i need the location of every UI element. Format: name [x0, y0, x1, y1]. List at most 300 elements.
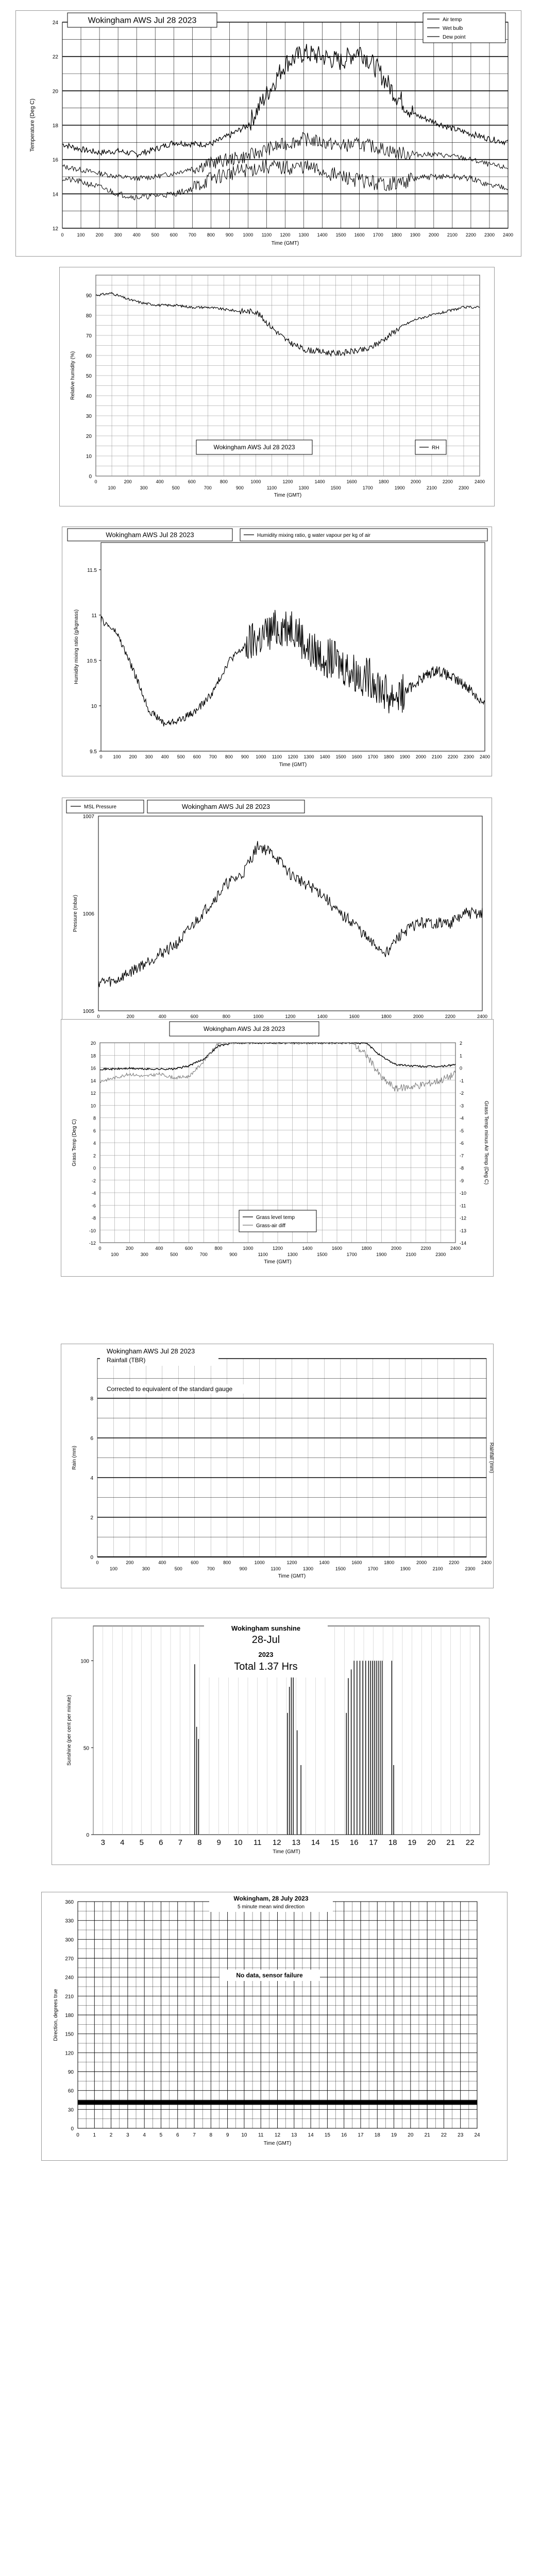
- y-tick-label: 9.5: [90, 749, 97, 755]
- x-tick-label: 1500: [335, 754, 346, 759]
- x-tick-label: 17: [369, 1838, 378, 1847]
- legend-label: MSL Pressure: [84, 804, 116, 810]
- x-tick-label: 1700: [367, 754, 378, 759]
- legend-label: Wet bulb: [443, 26, 463, 31]
- chart-title: Wokingham AWS Jul 28 2023: [88, 16, 197, 25]
- y-tick-label: 10.5: [87, 658, 97, 664]
- x-tick-label: 1100: [272, 754, 282, 759]
- x-tick-label: 11: [258, 2132, 264, 2138]
- y-tick-label: 270: [65, 1956, 74, 1962]
- x-tick-label: 21: [446, 1838, 455, 1847]
- x-tick-label: 15: [324, 2132, 330, 2138]
- x-tick-label: 1000: [250, 479, 261, 484]
- y2-tick-label: 1: [460, 1053, 463, 1059]
- chart-subtitle: 5 minute mean wind direction: [237, 1904, 305, 1910]
- x-tick-label: 18: [388, 1838, 397, 1847]
- x-tick-label: 500: [151, 232, 159, 238]
- y-axis-label: Relative humidity (%): [70, 351, 76, 400]
- y2-tick-label: -11: [460, 1203, 466, 1209]
- legend-label: RH: [432, 445, 439, 451]
- x-tick-label: 4: [143, 2132, 146, 2138]
- x-tick-label: 2300: [484, 232, 495, 238]
- y2-tick-label: -6: [460, 1141, 464, 1146]
- x-tick-label: 100: [113, 754, 121, 759]
- humidity-chart: [60, 267, 495, 507]
- x-tick-label: 1700: [346, 1252, 357, 1257]
- x-tick-label: 6: [159, 1838, 163, 1847]
- y-tick-label: 11: [91, 613, 97, 619]
- y-tick-label: 4: [93, 1141, 96, 1146]
- chart-note: No data, sensor failure: [236, 1972, 303, 1979]
- x-tick-label: 2200: [442, 479, 453, 484]
- y-tick-label: -12: [89, 1241, 96, 1246]
- x-tick-label: 2400: [481, 1560, 492, 1565]
- x-tick-label: 2200: [445, 1014, 455, 1019]
- x-tick-label: 8: [197, 1838, 202, 1847]
- x-tick-label: 2300: [458, 485, 469, 490]
- x-axis-label: Time (GMT): [279, 762, 307, 768]
- y-tick-label: 10: [90, 1103, 96, 1109]
- x-tick-label: 1200: [280, 232, 291, 238]
- x-tick-label: 2000: [410, 479, 421, 484]
- x-tick-label: 0: [94, 479, 97, 484]
- x-tick-label: 2000: [413, 1014, 424, 1019]
- y-tick-label: 20: [86, 434, 92, 439]
- x-tick-label: 800: [214, 1246, 223, 1251]
- x-tick-label: 500: [170, 1252, 178, 1257]
- y-tick-label: 30: [86, 414, 92, 419]
- x-tick-label: 500: [172, 485, 180, 490]
- y-tick-label: 10: [86, 454, 92, 460]
- x-tick-label: 2000: [416, 1560, 427, 1565]
- y-tick-label: 80: [86, 313, 92, 319]
- y-tick-label: 50: [86, 374, 92, 379]
- x-tick-label: 1300: [298, 485, 309, 490]
- x-tick-label: 16: [349, 1838, 359, 1847]
- x-tick-label: 1000: [254, 1560, 265, 1565]
- chart-title: Wokingham, 28 July 2023: [233, 1895, 309, 1902]
- x-tick-label: 600: [193, 754, 201, 759]
- x-tick-label: 2200: [420, 1246, 431, 1251]
- x-tick-label: 600: [184, 1246, 193, 1251]
- x-tick-label: 2400: [450, 1246, 461, 1251]
- x-tick-label: 9: [216, 1838, 221, 1847]
- x-tick-label: 1500: [330, 485, 341, 490]
- y2-tick-label: -3: [460, 1103, 464, 1109]
- chart-subtitle: Rainfall (TBR): [107, 1357, 146, 1364]
- x-tick-label: 900: [229, 1252, 238, 1257]
- y-tick-label: 12: [90, 1091, 96, 1096]
- y-tick-label: 20: [90, 1041, 96, 1046]
- y2-tick-label: -4: [460, 1115, 464, 1121]
- x-tick-label: 2400: [479, 754, 491, 759]
- x-tick-label: 1900: [399, 754, 410, 759]
- x-tick-label: 2300: [465, 1566, 476, 1571]
- x-tick-label: 400: [156, 479, 164, 484]
- x-tick-label: 600: [191, 1560, 199, 1565]
- x-tick-label: 2200: [449, 1560, 460, 1565]
- x-tick-label: 18: [374, 2132, 380, 2138]
- x-tick-label: 2200: [465, 232, 476, 238]
- temperature-chart: [16, 11, 522, 257]
- x-tick-label: 800: [223, 1560, 231, 1565]
- x-tick-label: 600: [170, 232, 178, 238]
- y-axis-label: Sunshine (per cent per minute): [66, 1694, 72, 1766]
- x-tick-label: 5: [159, 2132, 163, 2138]
- plot-area: [101, 543, 485, 751]
- y-tick-label: 360: [65, 1900, 74, 1905]
- y-tick-label: -2: [91, 1178, 96, 1183]
- legend-label: Humidity mixing ratio, g water vapour per kg of air: [257, 533, 371, 538]
- wind-direction-chart: [42, 1892, 508, 2161]
- x-tick-label: 1200: [286, 1560, 297, 1565]
- y-tick-label: 1006: [82, 911, 94, 917]
- x-tick-label: 1700: [367, 1566, 378, 1571]
- x-tick-label: 400: [155, 1246, 163, 1251]
- grass-temp-chart-panel: [61, 1019, 494, 1277]
- sunshine-chart-panel: [52, 1618, 489, 1865]
- x-tick-label: 14: [308, 2132, 314, 2138]
- x-tick-label: 800: [207, 232, 215, 238]
- chart-year: 2023: [258, 1651, 274, 1658]
- x-tick-label: 7: [178, 1838, 182, 1847]
- rainfall-chart: [61, 1344, 494, 1589]
- x-tick-label: 2100: [431, 754, 442, 759]
- y-tick-label: 20: [52, 89, 58, 95]
- y-tick-label: -8: [91, 1215, 96, 1221]
- y-tick-label: 0: [93, 1165, 96, 1171]
- x-tick-label: 1500: [335, 1566, 346, 1571]
- x-tick-label: 200: [126, 1014, 134, 1019]
- x-tick-label: 1600: [346, 479, 357, 484]
- y-tick-label: 60: [67, 2088, 74, 2094]
- y-tick-label: 6: [90, 1436, 93, 1442]
- x-tick-label: 300: [114, 232, 122, 238]
- legend-label: Dew point: [443, 35, 466, 40]
- y-tick-label: 4: [90, 1476, 93, 1481]
- x-tick-label: 100: [111, 1252, 119, 1257]
- x-tick-label: 19: [391, 2132, 397, 2138]
- x-tick-label: 700: [204, 485, 212, 490]
- x-tick-label: 1400: [314, 479, 325, 484]
- y-tick-label: 90: [67, 2070, 74, 2075]
- x-tick-label: 1900: [376, 1252, 387, 1257]
- mixing-ratio-chart-panel: [62, 527, 492, 776]
- x-tick-label: 22: [441, 2132, 447, 2138]
- chart-title: Wokingham AWS Jul 28 2023: [106, 531, 194, 539]
- y-tick-label: 30: [67, 2107, 74, 2113]
- x-tick-label: 0: [96, 1560, 99, 1565]
- x-tick-label: 400: [161, 754, 169, 759]
- rainfall-chart-panel: [61, 1344, 494, 1588]
- temperature-chart-panel: [15, 10, 521, 257]
- x-tick-label: 1800: [381, 1014, 392, 1019]
- y-tick-label: 1007: [82, 814, 94, 820]
- x-tick-label: 0: [99, 754, 103, 759]
- x-tick-label: 1400: [302, 1246, 313, 1251]
- x-tick-label: 1200: [282, 479, 293, 484]
- x-axis-label: Time (GMT): [264, 1259, 292, 1265]
- x-tick-label: 23: [458, 2132, 464, 2138]
- y2-tick-label: -14: [460, 1241, 467, 1246]
- y-tick-label: 100: [80, 1658, 89, 1665]
- y-tick-label: 18: [52, 123, 58, 129]
- x-tick-label: 1500: [317, 1252, 328, 1257]
- x-tick-label: 2300: [435, 1252, 446, 1257]
- y2-tick-label: -13: [460, 1228, 467, 1233]
- y-tick-label: 150: [65, 2031, 74, 2038]
- x-tick-label: 1900: [400, 1566, 411, 1571]
- x-tick-label: 1800: [391, 232, 402, 238]
- x-tick-label: 1800: [383, 754, 394, 759]
- chart-title: Wokingham AWS Jul 28 2023: [181, 803, 270, 811]
- x-tick-label: 15: [330, 1838, 340, 1847]
- y-axis-label: Rain (mm): [72, 1446, 77, 1470]
- y-tick-label: 240: [65, 1975, 74, 1981]
- x-tick-label: 700: [209, 754, 217, 759]
- x-tick-label: 2100: [447, 232, 458, 238]
- x-tick-label: 900: [239, 1566, 247, 1571]
- y-tick-label: 11.5: [87, 567, 97, 573]
- chart-title: Wokingham sunshine: [231, 1624, 301, 1632]
- x-tick-label: 100: [108, 485, 116, 490]
- y2-tick-label: -8: [460, 1165, 464, 1171]
- chart-date: 28-Jul: [251, 1634, 280, 1646]
- y2-axis-label: Grass Temp minus Air Temp (Deg C): [483, 1100, 489, 1185]
- x-tick-label: 1400: [319, 754, 330, 759]
- y-tick-label: 16: [90, 1065, 96, 1071]
- x-tick-label: 1900: [410, 232, 420, 238]
- x-tick-label: 500: [174, 1566, 182, 1571]
- x-tick-label: 800: [225, 754, 233, 759]
- x-tick-label: 300: [142, 1566, 150, 1571]
- x-tick-label: 1500: [335, 232, 346, 238]
- x-tick-label: 2: [109, 2132, 113, 2138]
- y-tick-label: 210: [65, 1994, 74, 2000]
- x-tick-label: 9: [226, 2132, 229, 2138]
- y-tick-label: 18: [90, 1053, 96, 1059]
- x-tick-label: 600: [188, 479, 196, 484]
- y-tick-label: 24: [52, 20, 58, 26]
- chart-title: Wokingham AWS Jul 28 2023: [203, 1025, 285, 1033]
- x-tick-label: 1600: [349, 1014, 360, 1019]
- x-tick-label: 1300: [302, 1566, 313, 1571]
- x-tick-label: 100: [109, 1566, 117, 1571]
- y-axis-label: Pressure (mbar): [73, 894, 78, 933]
- x-tick-label: 1200: [288, 754, 298, 759]
- x-tick-label: 13: [291, 2132, 297, 2138]
- y2-tick-label: -9: [460, 1178, 464, 1183]
- x-tick-label: 3: [126, 2132, 129, 2138]
- x-tick-label: 5: [139, 1838, 144, 1847]
- legend-label: Grass level temp: [256, 1215, 295, 1221]
- y-tick-label: 12: [52, 226, 58, 232]
- x-tick-label: 1400: [317, 1014, 328, 1019]
- x-tick-label: 1700: [373, 232, 383, 238]
- y-axis-label: Temperature (Deg C): [29, 98, 36, 152]
- x-tick-label: 1200: [285, 1014, 296, 1019]
- y2-tick-label: -7: [460, 1153, 464, 1159]
- y-tick-label: 0: [86, 1833, 89, 1838]
- x-tick-label: 1600: [331, 1246, 343, 1251]
- y-tick-label: 10: [91, 703, 97, 709]
- y-tick-label: -6: [91, 1203, 96, 1209]
- x-tick-label: 1900: [394, 485, 405, 490]
- x-tick-label: 1700: [362, 485, 373, 490]
- grass-temp-chart: [61, 1020, 494, 1277]
- x-tick-label: 900: [241, 754, 249, 759]
- y2-tick-label: -2: [460, 1091, 464, 1096]
- x-tick-label: 10: [241, 2132, 247, 2138]
- x-tick-label: 500: [177, 754, 185, 759]
- y2-tick-label: -5: [460, 1128, 464, 1133]
- x-axis-label: Time (GMT): [271, 241, 299, 246]
- x-tick-label: 1100: [270, 1566, 281, 1571]
- x-tick-label: 1300: [298, 232, 309, 238]
- x-tick-label: 1300: [303, 754, 314, 759]
- x-tick-label: 1800: [361, 1246, 372, 1251]
- pressure-chart-panel: [62, 798, 492, 1044]
- y2-tick-label: -1: [460, 1078, 464, 1083]
- x-tick-label: 200: [95, 232, 104, 238]
- x-tick-label: 1400: [317, 232, 328, 238]
- x-tick-label: 800: [219, 479, 228, 484]
- x-tick-label: 22: [465, 1838, 475, 1847]
- plot-area: [98, 816, 482, 1011]
- x-tick-label: 17: [358, 2132, 364, 2138]
- x-tick-label: 12: [272, 1838, 281, 1847]
- x-tick-label: 16: [341, 2132, 347, 2138]
- x-axis-label: Time (GMT): [278, 1573, 306, 1579]
- x-tick-label: 300: [140, 485, 148, 490]
- x-tick-label: 1000: [243, 232, 253, 238]
- x-tick-label: 2000: [428, 232, 439, 238]
- x-tick-label: 200: [124, 479, 132, 484]
- x-tick-label: 400: [158, 1560, 166, 1565]
- y-tick-label: 14: [90, 1078, 96, 1083]
- x-tick-label: 1600: [351, 754, 362, 759]
- y-tick-label: 22: [52, 54, 58, 60]
- y-tick-label: 50: [83, 1745, 89, 1752]
- humidity-chart-panel: [59, 267, 495, 506]
- x-tick-label: 8: [209, 2132, 213, 2138]
- x-tick-label: 100: [77, 232, 85, 238]
- x-tick-label: 1: [93, 2132, 96, 2138]
- y-tick-label: 120: [65, 2050, 74, 2057]
- y-tick-label: -4: [91, 1191, 96, 1196]
- mixing-ratio-chart: [62, 527, 493, 777]
- y-tick-label: -10: [89, 1228, 96, 1233]
- x-tick-label: 300: [145, 754, 153, 759]
- legend-label: Air temp: [443, 17, 462, 23]
- x-tick-label: 20: [427, 1838, 436, 1847]
- legend-label: Grass-air diff: [256, 1223, 286, 1229]
- x-tick-label: 700: [207, 1566, 215, 1571]
- x-tick-label: 6: [176, 2132, 179, 2138]
- y-tick-label: 0: [90, 1555, 93, 1561]
- y-tick-label: 2: [90, 1515, 93, 1521]
- x-tick-label: 2100: [405, 1252, 416, 1257]
- x-axis-label: Time (GMT): [263, 2141, 292, 2146]
- x-axis-label: Time (GMT): [273, 1849, 300, 1855]
- x-tick-label: 600: [190, 1014, 198, 1019]
- sunshine-chart: [52, 1618, 490, 1866]
- x-tick-label: 0: [61, 232, 64, 238]
- x-tick-label: 1100: [258, 1252, 268, 1257]
- x-tick-label: 200: [129, 754, 137, 759]
- y-tick-label: 8: [90, 1396, 93, 1402]
- y-axis-label: Grass Temp (Deg C): [72, 1119, 77, 1166]
- x-tick-label: 2400: [477, 1014, 488, 1019]
- x-tick-label: 2000: [415, 754, 426, 759]
- x-tick-label: 3: [100, 1838, 105, 1847]
- x-tick-label: 24: [474, 2132, 480, 2138]
- x-tick-label: 10: [233, 1838, 243, 1847]
- x-tick-label: 1300: [287, 1252, 298, 1257]
- chart-title: Wokingham AWS Jul 28 2023: [107, 1347, 195, 1355]
- x-tick-label: 900: [225, 232, 233, 238]
- x-tick-label: 0: [98, 1246, 102, 1251]
- chart-total: Total 1.37 Hrs: [234, 1661, 298, 1672]
- y-tick-label: 60: [86, 353, 92, 359]
- x-tick-label: 2100: [432, 1566, 443, 1571]
- y-tick-label: 16: [52, 157, 58, 163]
- y-tick-label: 6: [93, 1128, 96, 1133]
- x-tick-label: 11: [253, 1838, 262, 1847]
- y-tick-label: 14: [52, 192, 58, 198]
- y2-axis-label: Rainfall (mm): [488, 1442, 494, 1473]
- x-tick-label: 2200: [447, 754, 458, 759]
- x-tick-label: 20: [408, 2132, 414, 2138]
- x-tick-label: 900: [235, 485, 244, 490]
- x-tick-label: 21: [424, 2132, 430, 2138]
- x-tick-label: 2300: [463, 754, 474, 759]
- x-tick-label: 2400: [502, 232, 514, 238]
- x-tick-label: 700: [188, 232, 196, 238]
- x-tick-label: 1000: [253, 1014, 264, 1019]
- x-tick-label: 7: [193, 2132, 196, 2138]
- chart-title: Wokingham AWS Jul 28 2023: [213, 444, 295, 451]
- x-tick-label: 1100: [266, 485, 277, 490]
- chart-note: Corrected to equivalent of the standard gauge: [107, 1385, 233, 1393]
- x-tick-label: 4: [120, 1838, 125, 1847]
- x-tick-label: 1400: [319, 1560, 330, 1565]
- y2-tick-label: 2: [460, 1041, 463, 1046]
- y-tick-label: 70: [86, 333, 92, 339]
- x-tick-label: 14: [311, 1838, 320, 1847]
- x-axis-label: Time (GMT): [274, 493, 302, 498]
- x-tick-label: 1100: [261, 232, 272, 238]
- x-tick-label: 1000: [256, 754, 266, 759]
- x-tick-label: 200: [125, 1246, 134, 1251]
- y2-tick-label: -10: [460, 1191, 467, 1196]
- y-tick-label: 0: [89, 474, 92, 480]
- y-tick-label: 40: [86, 394, 92, 399]
- x-tick-label: 1600: [354, 232, 365, 238]
- y-tick-label: 90: [86, 293, 92, 299]
- x-tick-label: 1800: [378, 479, 389, 484]
- pressure-chart: [62, 798, 493, 1044]
- x-tick-label: 1200: [272, 1246, 283, 1251]
- x-tick-label: 400: [132, 232, 141, 238]
- x-tick-label: 700: [199, 1252, 208, 1257]
- y-tick-label: 0: [71, 2126, 74, 2132]
- y2-tick-label: -12: [460, 1215, 467, 1221]
- x-tick-label: 1800: [384, 1560, 395, 1565]
- y-tick-label: 2: [93, 1153, 96, 1159]
- x-tick-label: 2400: [474, 479, 485, 484]
- x-tick-label: 0: [76, 2132, 79, 2138]
